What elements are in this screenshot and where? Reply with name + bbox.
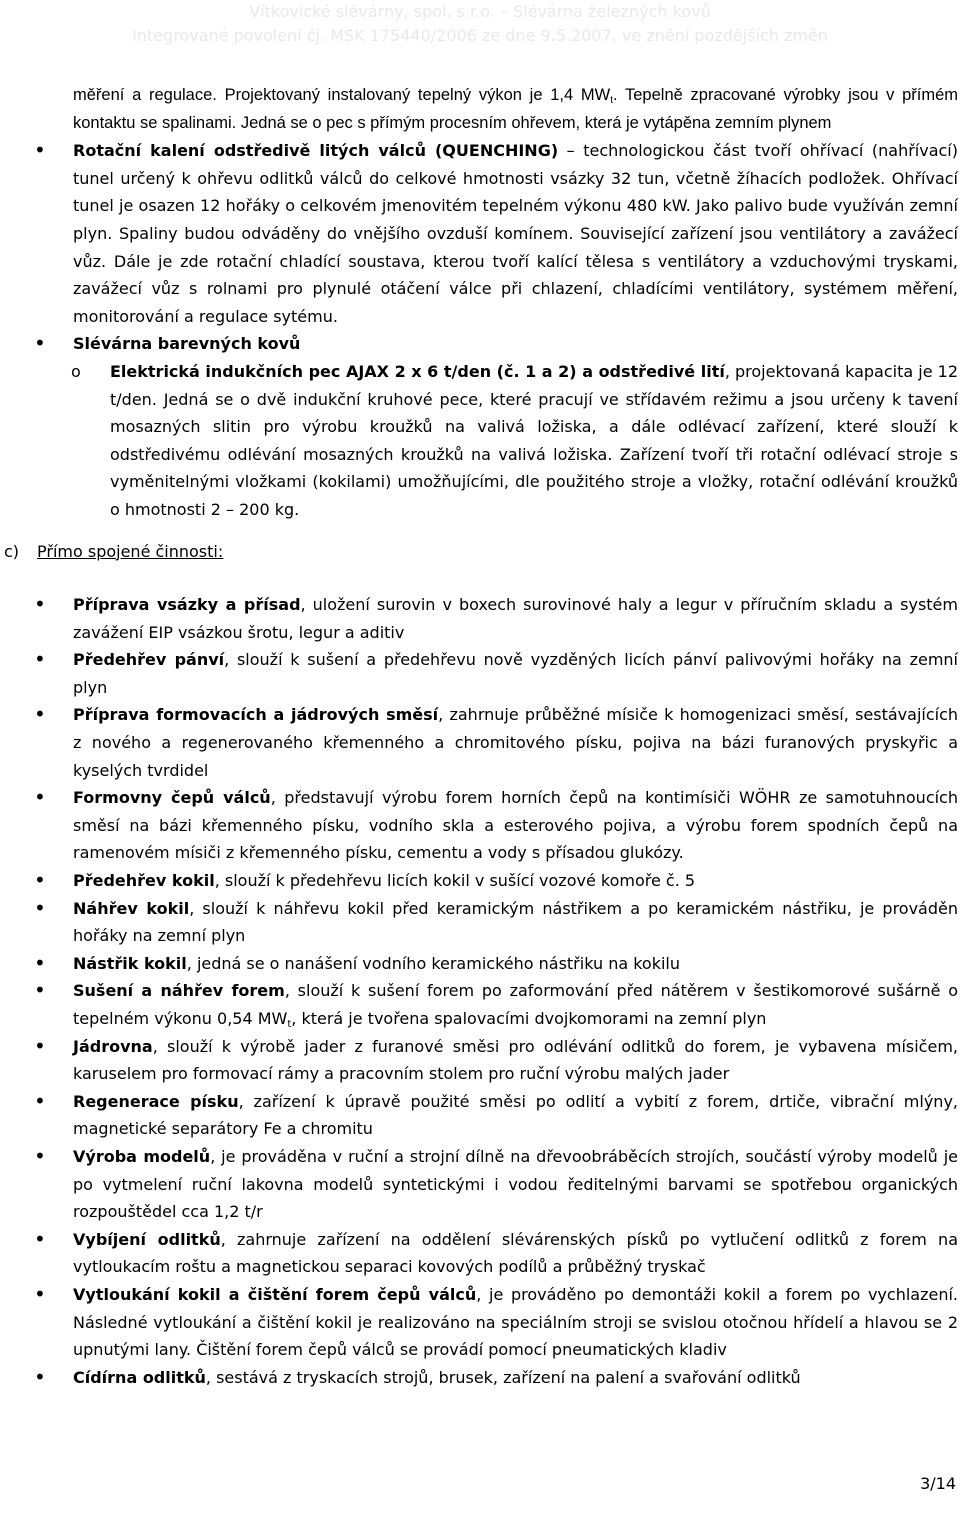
rotary-text: – technologickou část tvoří ohřívací (nahřívací) tunel určený k ohřevu odlitků válců do celkové hmotnosti vsázky 32 tun, včetně žíhacích podložek. Ohřívací tunel je osazen 12 hořáky o celkovém jmenovitém tepelném výkonu 480 kW. Jako palivo bude využíván zemní plyn. Spaliny budou odváděny do vnějšího ovzduší komínem. Související zařízení jsou ventilátory a zavážecí vůz. Dále je zde rotační chladící soustava, kterou tvoří kalící tělesa s ventilátory a vzduchovými tryskami, zavážecí vůz s rolnami pro plynulé otáčení válce při chlazení, chladícími ventilátory, systémem měření, monitorování a regulace sytému.: [73, 141, 958, 326]
header-permit: Integrované povolení čj. MSK 175440/2006 ze dne 9.5.2007, ve znění pozdějších změn: [132, 26, 828, 45]
foundry-title: Slévárna barevných kovů: [73, 334, 301, 354]
page-number: 3/14: [920, 1474, 956, 1493]
rotary-quenching-item: [34, 137, 958, 330]
activities-list: [0, 591, 960, 1391]
foundry-item: [34, 330, 958, 358]
list-item: • Formovny čepů válců, představují výrobu forem horních čepů na kontimísiči WÖHR ze samotuhnoucích směsí na bázi křemenného písku, vodního skla a esterového pojiva, a výrobu forem spodních čepů na ramenovém mísiči z křemenného písku, cementu a vody s přísadou glukózy.: [34, 785, 958, 863]
bullet-dot: •: [34, 978, 46, 1003]
list-item: • Vytloukání kokil a čištění forem čepů válců, je prováděno po demontáži kokil a forem po vychlazení. Následné vytloukání a čištění kokil je realizováno na speciálním stroji se svislou otočnou hřídelí a hlavou se 2 upnutými lany. Čištění forem čepů válců se provádí pomocí pneumatických kladiv: [34, 1281, 958, 1360]
document-header: [0, 0, 960, 56]
list-item: • Příprava formovacích a jádrových směsí, zahrnuje průběžné mísiče k homogenizaci směsí, sestávajících z nového a regenerovaného křemenného a chromitového písku, pojiva na bázi furanových pryskyřic a kyselých tvrdidel: [34, 702, 959, 780]
list-item: • Výroba modelů, je prováděna v ruční a strojní dílně na dřevoobráběcích strojích, součástí výroby modelů je po vytmelení ruční lakovna modelů syntetickými i vodou ředitelnými barvami se spotřebou organických rozpouštědel cca 1,2 t/r: [34, 1143, 958, 1222]
bullet-dot: •: [34, 331, 46, 356]
section-label: c): [4, 541, 20, 561]
list-item: • Cídírna odlitků, sestává z tryskacích strojů, brusek, zařízení na palení a svařování odlitků: [73, 1364, 958, 1392]
intro-paragraph: měření a regulace. Projektovaný instalovaný tepelný výkon je 1,4 $MW_t$. Tepelně zpracované výrobky jsou v přímém kontaktu se spalinami. Jedná se o pec s přímým procesním ohřevem, která je vytápěna zemním plynem: [73, 86, 958, 132]
list-item: • Vybíjení odlitků, zahrnuje zařízení na oddělení slévárenských písků po vytlučení odlitků z forem na vytloukacím roštu a magnetickou separaci kovových podílů a průběžný tryskač: [34, 1226, 958, 1277]
ajax-title: Elektrická indukčních pec AJAX 2 x 6 t/den (č. 1 a 2) a odstředivé lití: [110, 361, 725, 381]
bullet-dot: •: [34, 868, 46, 893]
bullet-dot: •: [34, 647, 46, 672]
bullet-dot: •: [34, 1088, 46, 1113]
bullet-dot: •: [34, 785, 46, 810]
list-item: • Předehřev pánví, slouží k sušení a předehřevu nově vyzděných licích pánví palivovými hořáky na zemní plyn: [34, 647, 958, 697]
section-title: Přímo spojené činnosti:: [37, 541, 224, 561]
list-item: • Regenerace písku, zařízení k úpravě použité směsi po odlití a vybití z forem, drtiče, vibrační mlýny, magnetické separátory Fe a chromitu: [34, 1088, 959, 1139]
bullet-dot: •: [34, 1033, 46, 1058]
bullet-circle: o: [71, 361, 81, 381]
list-item: • Náhřev kokil, slouží k náhřevu kokil před keramickým nástřikem a po keramickém nástřiku, je prováděn hořáky na zemní plyn: [34, 895, 958, 946]
ajax-text: , projektovaná kapacita je 12 t/den. Jedná se o dvě indukční kruhové pece, které pracují ve střídavém režimu a jsou určeny k tavení mosazných slitin pro výrobu kroužků na valivá ložiska, a dále odlévací zařízení, které slouží k odstředivému odlévání mosazných kroužků na valivá ložiska. Zařízení tvoří tři rotační odlévací stroje s vyměnitelnými vložkami (kokilami) umožňujícími, dle použitého stroje a vložky, rotační odlévání kroužků o hmotnosti 2 – 200 kg.: [110, 361, 958, 519]
bullet-dot: •: [34, 950, 46, 975]
list-item: • Příprava vsázky a přísad, uložení surovin v boxech surovinové haly a legur v příručním skladu a systém zavážení EIP vsázkou šrotu, legur a aditiv: [34, 592, 958, 642]
rotary-title: Rotační kalení odstředivě litých válců (QUENCHING): [73, 141, 559, 161]
bullet-dot: •: [34, 592, 46, 617]
bullet-dot: •: [34, 1364, 46, 1389]
bullet-dot: •: [34, 138, 46, 163]
bullet-dot: •: [34, 895, 46, 920]
list-item: • Sušení a náhřev forem, slouží k sušení forem po zaformování před nátěrem v šestikomorové sušárně o tepelném výkonu 0,54 $MW_t$, která je tvořena spalovacími dvojkomorami na zemní plyn: [34, 978, 958, 1030]
list-item: • Jádrovna, slouží k výrobě jader z furanové směsi pro odlévání odlitků do forem, je vybavena mísičem, karuselem pro formovací rámy a pracovním stolem pro ruční výrobu malých jader: [34, 1033, 958, 1084]
bullet-dot: •: [34, 702, 46, 727]
bullet-dot: •: [34, 1281, 46, 1306]
document-body: [0, 82, 960, 1391]
list-item: • Předehřev kokil, slouží k předehřevu licích kokil v sušící vozové komoře č. 5: [73, 867, 958, 895]
ajax-furnace-item: [71, 358, 958, 524]
bullet-dot: •: [34, 1143, 46, 1168]
section-c-heading: [0, 538, 960, 566]
bullet-dot: •: [34, 1226, 46, 1251]
list-item: • Nástřik kokil, jedná se o nanášení vodního keramického nástřiku na kokilu: [73, 950, 958, 978]
header-company: Vítkovické slévárny, spol. s.r.o. – Slévárna železných kovů: [249, 2, 711, 21]
